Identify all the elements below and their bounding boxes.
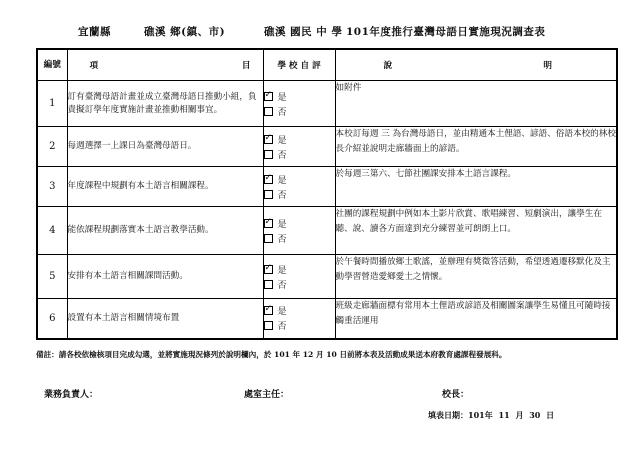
no-label: 否 [277, 150, 287, 161]
yes-option[interactable] [264, 262, 335, 277]
yes-label: 是 [277, 175, 287, 186]
footnote: 備註：請各校依檢核項目完成勾選，並將實施現況條列於說明欄內，於 101 年 12 月 10 日前將本表及活動成果送本府教育處課程發展科。 [36, 350, 507, 359]
row-item: 每週選擇一上課日為臺灣母語日。 [67, 127, 263, 167]
row-note: 於每週三第六、七節社團課安排本土語言課程。 [335, 167, 617, 207]
yes-label: 是 [277, 219, 287, 230]
yes-option[interactable] [264, 303, 335, 318]
fill-date [428, 410, 554, 421]
row-note: 本校訂每週 三 為台灣母語日，並由精通本土俚語、諺語、俗語本校的林校長介紹並說明走廊牆面上的諺語。 [335, 127, 617, 167]
row-self-eval [263, 255, 335, 299]
row-number: 3 [37, 167, 67, 207]
yes-label: 是 [277, 307, 287, 318]
no-checkbox[interactable] [264, 150, 273, 159]
row-number: 5 [37, 255, 67, 299]
yes-label: 是 [277, 92, 287, 103]
fill-date-year: 101年 [468, 410, 493, 420]
row-item: 年度課程中規劃有本土語言相關課程。 [67, 167, 263, 207]
no-label: 否 [277, 280, 287, 291]
row-self-eval [263, 299, 335, 339]
row-note: 社團的課程規劃中例如本土影片欣賞、歌唱練習、短劇演出，讓學生在聽、說、讀各方面達到充分練習並可朗朗上口。 [335, 207, 617, 255]
yes-option[interactable] [264, 216, 335, 231]
table-row [37, 127, 617, 167]
no-option[interactable] [264, 231, 335, 246]
yes-checkbox[interactable] [264, 175, 273, 184]
row-item: 訂有臺灣母語計畫並成立臺灣母語日推動小組，負責擬訂學年度實施計畫並推動相關事宜。 [67, 81, 263, 127]
officer-signature: 業務負責人： [44, 390, 99, 400]
fill-date-day-unit: 日 [546, 410, 555, 420]
yes-checkbox[interactable] [264, 306, 273, 315]
title-school: 礁溪 國民 中 學 [264, 26, 343, 38]
row-number: 4 [37, 207, 67, 255]
no-checkbox[interactable] [264, 280, 273, 289]
no-option[interactable] [264, 277, 335, 292]
yes-label: 是 [277, 265, 287, 276]
header-item [67, 49, 263, 81]
fill-date-month-unit: 月 [515, 410, 524, 420]
table-row [37, 299, 617, 339]
row-item: 設置有本土語言相關情境布置 [67, 299, 263, 339]
yes-option[interactable] [264, 132, 335, 147]
no-option[interactable] [264, 104, 335, 119]
title-subject: 101年度推行臺灣母語日實施現況調查表 [346, 26, 546, 38]
director-signature: 處室主任： [244, 390, 290, 400]
form-title [0, 24, 640, 40]
no-checkbox[interactable] [264, 190, 273, 199]
row-self-eval [263, 81, 335, 127]
yes-checkbox[interactable] [264, 92, 273, 101]
header-note-right: 明 [543, 61, 552, 71]
title-township: 礁溪 鄉(鎮、市) [144, 26, 226, 38]
no-checkbox[interactable] [264, 321, 273, 330]
row-self-eval [263, 127, 335, 167]
row-item: 安排有本土語言相關課間活動。 [67, 255, 263, 299]
yes-option[interactable] [264, 89, 335, 104]
row-self-eval [263, 207, 335, 255]
yes-checkbox[interactable] [264, 219, 273, 228]
row-number: 1 [37, 81, 67, 127]
no-checkbox[interactable] [264, 234, 273, 243]
table-row [37, 81, 617, 127]
yes-checkbox[interactable] [264, 135, 273, 144]
row-note: 於午餐時間播放鄉土歌謠，並辦理有獎徵答活動，希望透過遷移默化及主動學習營造愛鄉愛土之情懷。 [335, 255, 617, 299]
row-item: 能依課程規劃落實本土語言教學活動。 [67, 207, 263, 255]
header-row [37, 49, 617, 81]
no-label: 否 [277, 107, 287, 118]
yes-checkbox[interactable] [264, 265, 273, 274]
table-row [37, 167, 617, 207]
fill-date-label: 填表日期： [428, 410, 468, 420]
row-self-eval [263, 167, 335, 207]
no-label: 否 [277, 190, 287, 201]
row-number: 2 [37, 127, 67, 167]
header-item-left: 項 [89, 61, 99, 71]
no-option[interactable] [264, 318, 335, 333]
fill-date-day: 30 [529, 410, 541, 420]
survey-table [36, 48, 618, 340]
no-label: 否 [277, 322, 287, 333]
header-item-right: 目 [241, 61, 251, 71]
yes-label: 是 [277, 135, 287, 146]
header-self-eval: 學 校 自 評 [263, 49, 335, 81]
row-number: 6 [37, 299, 67, 339]
fill-date-month: 11 [498, 410, 510, 420]
title-county: 宜蘭縣 [78, 26, 111, 38]
principal-signature: 校長： [442, 390, 470, 400]
no-option[interactable] [264, 147, 335, 162]
no-checkbox[interactable] [264, 107, 273, 116]
yes-option[interactable] [264, 172, 335, 187]
header-number: 編號 [37, 49, 67, 81]
no-label: 否 [277, 234, 287, 245]
table-row [37, 207, 617, 255]
no-option[interactable] [264, 187, 335, 202]
header-note-left: 說 [383, 61, 393, 71]
header-note [335, 49, 617, 81]
row-note: 班級走廊牆面標有常用本土俚語或諺語及相關圖案讓學生易懂且可隨時接觸重活運用 [335, 299, 617, 339]
table-row [37, 255, 617, 299]
row-note: 如附件 [335, 81, 617, 127]
